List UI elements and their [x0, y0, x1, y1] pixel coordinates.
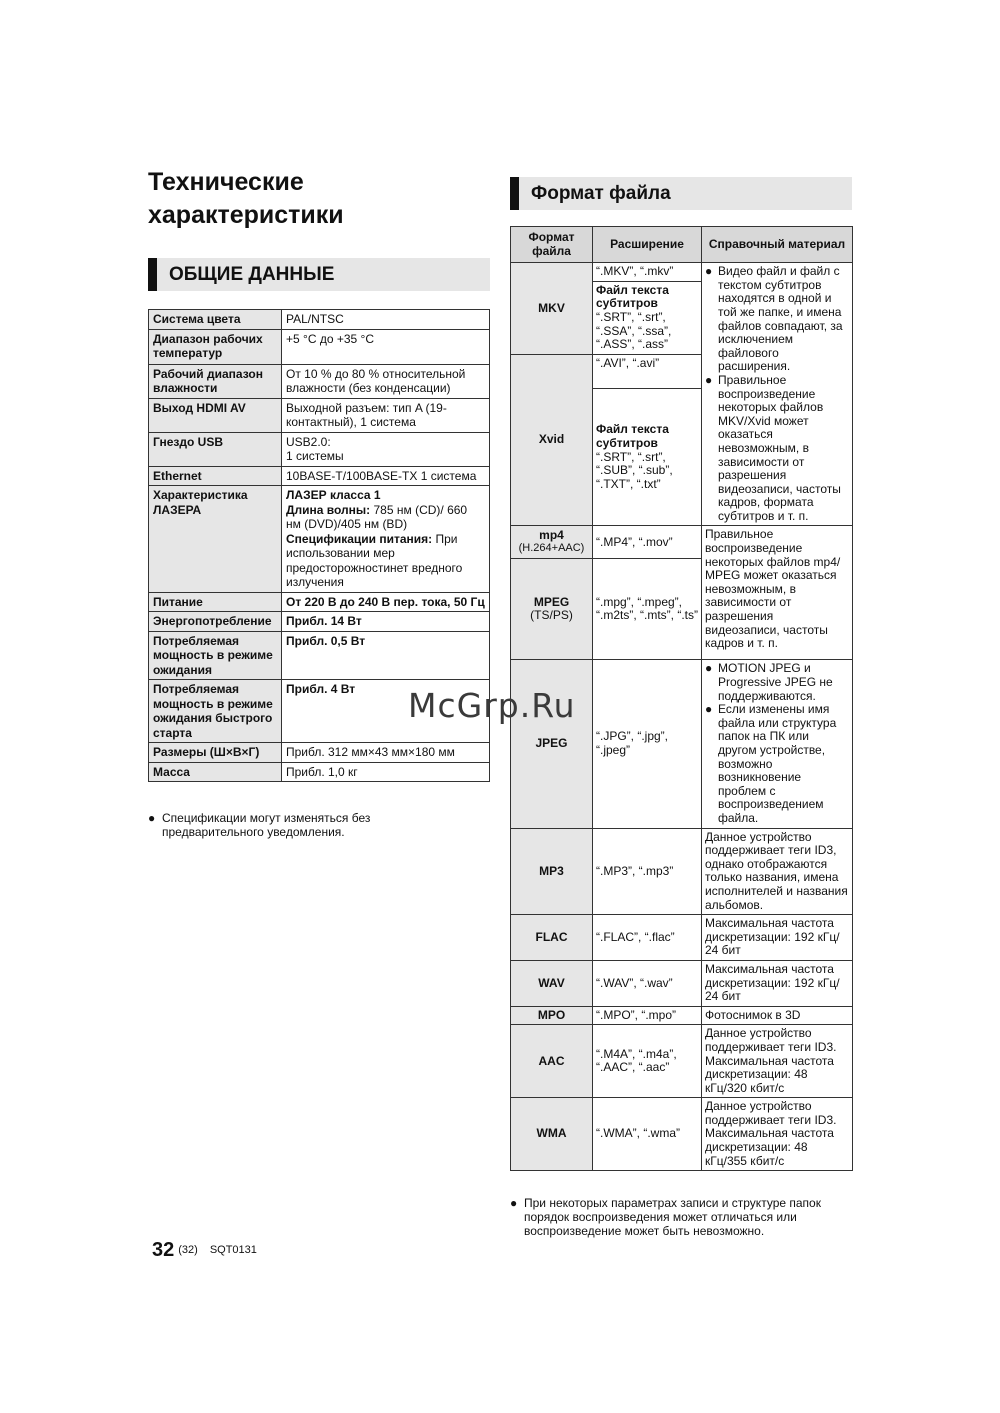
spec-key: Диапазон рабочих температур [149, 329, 282, 364]
watermark: McGrp.Ru [408, 686, 576, 725]
spec-key: Питание [149, 592, 282, 612]
format-name: JPEG [511, 660, 593, 828]
table-row [511, 1006, 853, 1025]
format-reference [702, 263, 853, 526]
bullet-icon: ● [705, 702, 713, 717]
format-reference: Данное устройство поддерживает теги ID3, однако отображаются только названия, имена исполнителей и названия альбомов. [702, 828, 853, 915]
column-header-extension: Расширение [593, 227, 702, 263]
spec-value: Выходной разъем: тип A (19-контактный), 1 система [282, 398, 490, 432]
format-name: WAV [511, 960, 593, 1006]
spec-value: Прибл. 312 мм×43 мм×180 мм [282, 743, 490, 763]
reference-text: Если изменены имя файла или структура папок на ПК или другом устройстве, возможно возникновение проблем с воспроизведением файла. [718, 702, 837, 825]
format-note-text: При некоторых параметрах записи и структуре папок порядок воспроизведения может отличаться или воспроизведение может быть невозможно. [524, 1196, 821, 1238]
bullet-icon: ● [705, 372, 713, 387]
table-row [511, 1025, 853, 1098]
spec-value: PAL/NTSC [282, 310, 490, 330]
format-extension: “.MP4”, “.mov” [593, 526, 702, 559]
table-row [149, 398, 490, 432]
laser-power-value: При использовании мер предосторожностинет вредного излучения [286, 531, 463, 589]
format-name [511, 559, 593, 660]
general-note-text: Спецификации могут изменяться без предварительного уведомления. [162, 811, 371, 839]
table-row [149, 612, 490, 632]
table-row [149, 432, 490, 466]
format-name: AAC [511, 1025, 593, 1098]
table-row [149, 631, 490, 680]
table-row [149, 486, 490, 593]
spec-value: +5 °C до +35 °C [282, 329, 490, 364]
format-extension: “.WAV”, “.wav” [593, 960, 702, 1006]
page-title-line-1: Технические [148, 168, 304, 196]
format-reference: Данное устройство поддерживает теги ID3. Максимальная частота дискретизации: 48 кГц/320 кбит/с [702, 1025, 853, 1098]
format-name: MP3 [511, 828, 593, 915]
table-row [511, 263, 853, 282]
format-name: WMA [511, 1098, 593, 1171]
spec-key: Система цвета [149, 310, 282, 330]
spec-key: Выход HDMI AV [149, 398, 282, 432]
table-row [511, 915, 853, 961]
spec-value: 10BASE-T/100BASE-TX 1 система [282, 466, 490, 486]
bullet-icon: ● [148, 811, 156, 825]
spec-key: Потребляемая мощность в режиме ожидания [149, 631, 282, 680]
spec-value [282, 432, 490, 466]
format-reference [702, 660, 853, 828]
reference-bullet [705, 703, 849, 825]
spec-value-line: 1 системы [286, 449, 344, 463]
format-extension: “.AVI”, “.avi” [593, 354, 702, 389]
spec-value: Прибл. 4 Вт [282, 680, 490, 743]
reference-text: MOTION JPEG и Progressive JPEG не поддерживаются. [718, 661, 833, 703]
reference-bullet [705, 374, 849, 524]
spec-value: От 220 В до 240 В пер. тока, 50 Гц [282, 592, 490, 612]
subtitle-file-extensions: “.SRT”, “.srt”, “.SUB”, “.sub”, “.TXT”, “.txt” [596, 449, 673, 491]
section-heading-general-text: ОБЩИЕ ДАННЫЕ [169, 264, 335, 285]
spec-key: Ethernet [149, 466, 282, 486]
table-row [511, 1098, 853, 1171]
format-name-sub: (H.264+AAC) [518, 542, 585, 555]
bullet-icon: ● [510, 1196, 518, 1210]
format-name [511, 526, 593, 559]
laser-wavelength [286, 503, 485, 532]
spec-key: Рабочий диапазон влажности [149, 364, 282, 398]
spec-key: Масса [149, 762, 282, 782]
subtitle-file-label: Файл текста субтитров [596, 422, 669, 451]
spec-value: Прибл. 1,0 кг [282, 762, 490, 782]
section-heading-general [148, 258, 490, 291]
spec-value: Прибл. 0,5 Вт [282, 631, 490, 680]
page-number: 32 [152, 1239, 175, 1261]
page-footer [152, 1239, 257, 1262]
table-row [511, 828, 853, 915]
format-note [510, 1196, 852, 1238]
table-row [149, 310, 490, 330]
table-row [149, 364, 490, 398]
page-title-line-2: характеристики [148, 201, 344, 229]
page-title [148, 166, 488, 232]
format-reference: Максимальная частота дискретизации: 192 кГц/ 24 бит [702, 915, 853, 961]
column-header-format: Формат файла [511, 227, 593, 263]
format-extension: “.M4A”, “.m4a”, “.AAC”, “.aac” [593, 1025, 702, 1098]
document-code: SQT0131 [209, 1244, 257, 1256]
format-name: Xvid [511, 354, 593, 526]
bullet-icon: ● [705, 661, 713, 676]
reference-text: Видео файл и файл с текстом субтитров находятся в одной и той же папке, и имена файлов совпадают, за исключением файлового расширения. [718, 264, 843, 374]
format-reference: Максимальная частота дискретизации: 192 кГц/ 24 бит [702, 960, 853, 1006]
laser-class: ЛАЗЕР класса 1 [286, 488, 381, 502]
format-reference: Правильное воспроизведение некоторых файлов mp4/ MPEG может оказаться невозможным, в зависимости от разрешения видеозаписи, частоты кадров и т. п. [702, 526, 853, 660]
laser-power-spec [286, 532, 485, 590]
spec-value: Прибл. 14 Вт [282, 612, 490, 632]
subtitle-extension [593, 281, 702, 354]
format-name-main: mp4 [539, 527, 564, 542]
table-row [149, 762, 490, 782]
subtitle-extension [593, 389, 702, 526]
general-note [148, 811, 398, 839]
table-row [511, 960, 853, 1006]
format-name: MPO [511, 1006, 593, 1025]
laser-wavelength-value: 785 нм (CD)/ 660 нм (DVD)/405 нм (BD) [286, 502, 468, 531]
table-row [149, 592, 490, 612]
format-extension: “.FLAC”, “.flac” [593, 915, 702, 961]
format-name-sub: (TS/PS) [530, 608, 573, 623]
page-number-paren: (32) [178, 1244, 198, 1256]
laser-wavelength-label: Длина волны: [286, 502, 371, 517]
table-header-row [511, 227, 853, 263]
spec-key: Размеры (Ш×В×Г) [149, 743, 282, 763]
format-extension: “.MP3”, “.mp3” [593, 828, 702, 915]
bullet-icon: ● [705, 264, 713, 279]
reference-bullet [705, 265, 849, 374]
format-reference: Данное устройство поддерживает теги ID3. Максимальная частота дискретизации: 48 кГц/355 кбит/с [702, 1098, 853, 1171]
format-name-main: MPEG [533, 594, 570, 609]
reference-bullet [705, 662, 849, 703]
format-extension: “.JPG”, “.jpg”, “.jpeg” [593, 660, 702, 828]
table-row [149, 329, 490, 364]
section-heading-format-text: Формат файла [531, 183, 671, 204]
format-extension: “.MPO”, “.mpo” [593, 1006, 702, 1025]
spec-value-line: USB2.0: [286, 434, 331, 449]
format-name: FLAC [511, 915, 593, 961]
format-extension: “.WMA”, “.wma” [593, 1098, 702, 1171]
laser-power-label: Спецификации питания: [286, 531, 433, 546]
format-name: MKV [511, 263, 593, 355]
table-row [149, 743, 490, 763]
table-row [149, 466, 490, 486]
spec-key: Потребляемая мощность в режиме ожидания быстрого старта [149, 680, 282, 743]
reference-text: Правильное воспроизведение некоторых файлов MKV/Xvid может оказаться невозможным, в зависимости от разрешения видеозаписи, частоты кадров, формата субтитров и т. п. [718, 372, 841, 523]
spec-key: Характеристика ЛАЗЕРА [149, 486, 282, 593]
format-extension: “.mpg”, “.mpeg”, “.m2ts”, “.mts”, “.ts” [593, 559, 702, 660]
subtitle-file-label: Файл текста субтитров [596, 282, 669, 311]
column-header-reference: Справочный материал [702, 227, 853, 263]
format-extension: “.MKV”, “.mkv” [593, 263, 702, 282]
spec-key: Энергопотребление [149, 612, 282, 632]
subtitle-file-extensions: “.SRT”, “.srt”, “.SSA”, “.ssa”, “.ASS”, “.ass” [596, 309, 672, 352]
spec-value: От 10 % до 80 % относительной влажности (без конденсации) [282, 364, 490, 398]
section-heading-format [510, 177, 852, 210]
spec-value [282, 486, 490, 593]
table-row [511, 526, 853, 559]
format-reference: Фотоснимок в 3D [702, 1006, 853, 1025]
spec-key: Гнездо USB [149, 432, 282, 466]
